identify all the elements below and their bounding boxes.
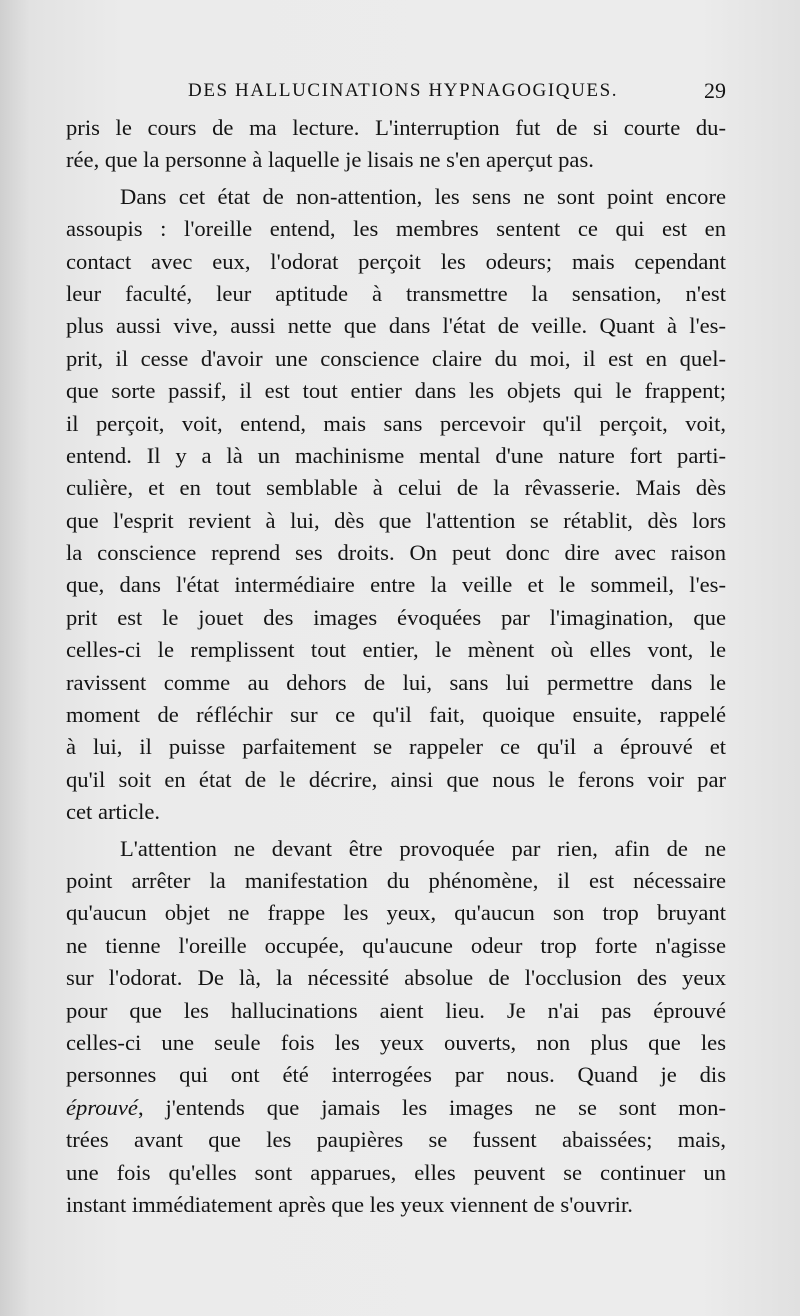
text-line: qu'aucun objet ne frappe les yeux, qu'aucun son trop bruyant xyxy=(66,900,726,926)
text-line: qu'il soit en état de le décrire, ainsi que nous le ferons voir par xyxy=(66,766,726,792)
page-number: 29 xyxy=(704,78,726,103)
text-line: sur l'odorat. De là, la nécessité absolue de l'occlusion des yeux xyxy=(66,965,726,991)
text-line: rée, que la personne à laquelle je lisais ne s'en aperçut pas. xyxy=(66,147,594,173)
text-line: prit, il cesse d'avoir une conscience claire du moi, il est en quel- xyxy=(66,345,726,371)
text-line: leur faculté, leur aptitude à transmettre la sensation, n'est xyxy=(66,280,726,306)
text-line: moment de réfléchir sur ce qu'il fait, quoique ensuite, rappelé xyxy=(66,702,726,728)
text-line: trées avant que les paupières se fussent abaissées; mais, xyxy=(66,1127,726,1153)
text-line: que l'esprit revient à lui, dès que l'attention se rétablit, dès lors xyxy=(66,507,726,533)
text-line: instant immédiatement après que les yeux viennent de s'ouvrir. xyxy=(66,1191,633,1217)
text-line: Dans cet état de non-attention, les sens ne sont point encore xyxy=(120,183,726,209)
text-line: à lui, il puisse parfaitement se rappeler ce qu'il a éprouvé et xyxy=(66,734,726,760)
text-line: pris le cours de ma lecture. L'interruption fut de si courte du- xyxy=(66,115,726,140)
text-line: celles-ci le remplissent tout entier, le mènent où elles vont, le xyxy=(66,637,726,663)
text-line-rest: , j'entends que jamais les images ne se sont mon- xyxy=(137,1094,726,1120)
text-line: la conscience reprend ses droits. On peut donc dire avec raison xyxy=(66,540,726,566)
running-head: DES HALLUCINATIONS HYPNAGOGIQUES. xyxy=(188,80,619,101)
text-line: L'attention ne devant être provoquée par rien, afin de ne xyxy=(120,835,726,861)
text-line: cet article. xyxy=(66,799,161,825)
text-line: plus aussi vive, aussi nette que dans l'état de veille. Quant à l'es- xyxy=(66,313,726,339)
text-line: une fois qu'elles sont apparues, elles peuvent se continuer un xyxy=(66,1159,726,1185)
text-line: que sorte passif, il est tout entier dans les objets qui le frappent; xyxy=(66,378,726,404)
text-line: assoupis : l'oreille entend, les membres sentent ce qui est en xyxy=(66,216,726,242)
text-line: point arrêter la manifestation du phénomène, il est nécessaire xyxy=(66,867,726,893)
italic-word: éprouvé xyxy=(66,1094,138,1120)
text-line: celles-ci une seule fois les yeux ouverts, non plus que les xyxy=(66,1029,726,1055)
text-line: culière, et en tout semblable à celui de la rêvasserie. Mais dès xyxy=(66,475,726,501)
text-line: pour que les hallucinations aient lieu. Je n'ai pas éprouvé xyxy=(66,997,726,1023)
text-line: contact avec eux, l'odorat perçoit les odeurs; mais cependant xyxy=(66,248,726,274)
page-header xyxy=(72,78,728,110)
text-line: ne tienne l'oreille occupée, qu'aucune odeur trop forte n'agisse xyxy=(66,932,726,958)
text-line: que, dans l'état intermédiaire entre la veille et le sommeil, l'es- xyxy=(66,572,726,598)
text-line: ravissent comme au dehors de lui, sans lui permettre dans le xyxy=(66,669,726,695)
text-line xyxy=(66,1092,726,1124)
text-line: prit est le jouet des images évoquées par l'imagination, que xyxy=(66,604,726,630)
text-line: entend. Il y a là un machinisme mental d'une nature fort parti- xyxy=(66,442,726,468)
page-body xyxy=(66,112,726,1221)
text-line: personnes qui ont été interrogées par nous. Quand je dis xyxy=(66,1062,726,1088)
text-line: il perçoit, voit, entend, mais sans percevoir qu'il perçoit, voit, xyxy=(66,410,726,436)
